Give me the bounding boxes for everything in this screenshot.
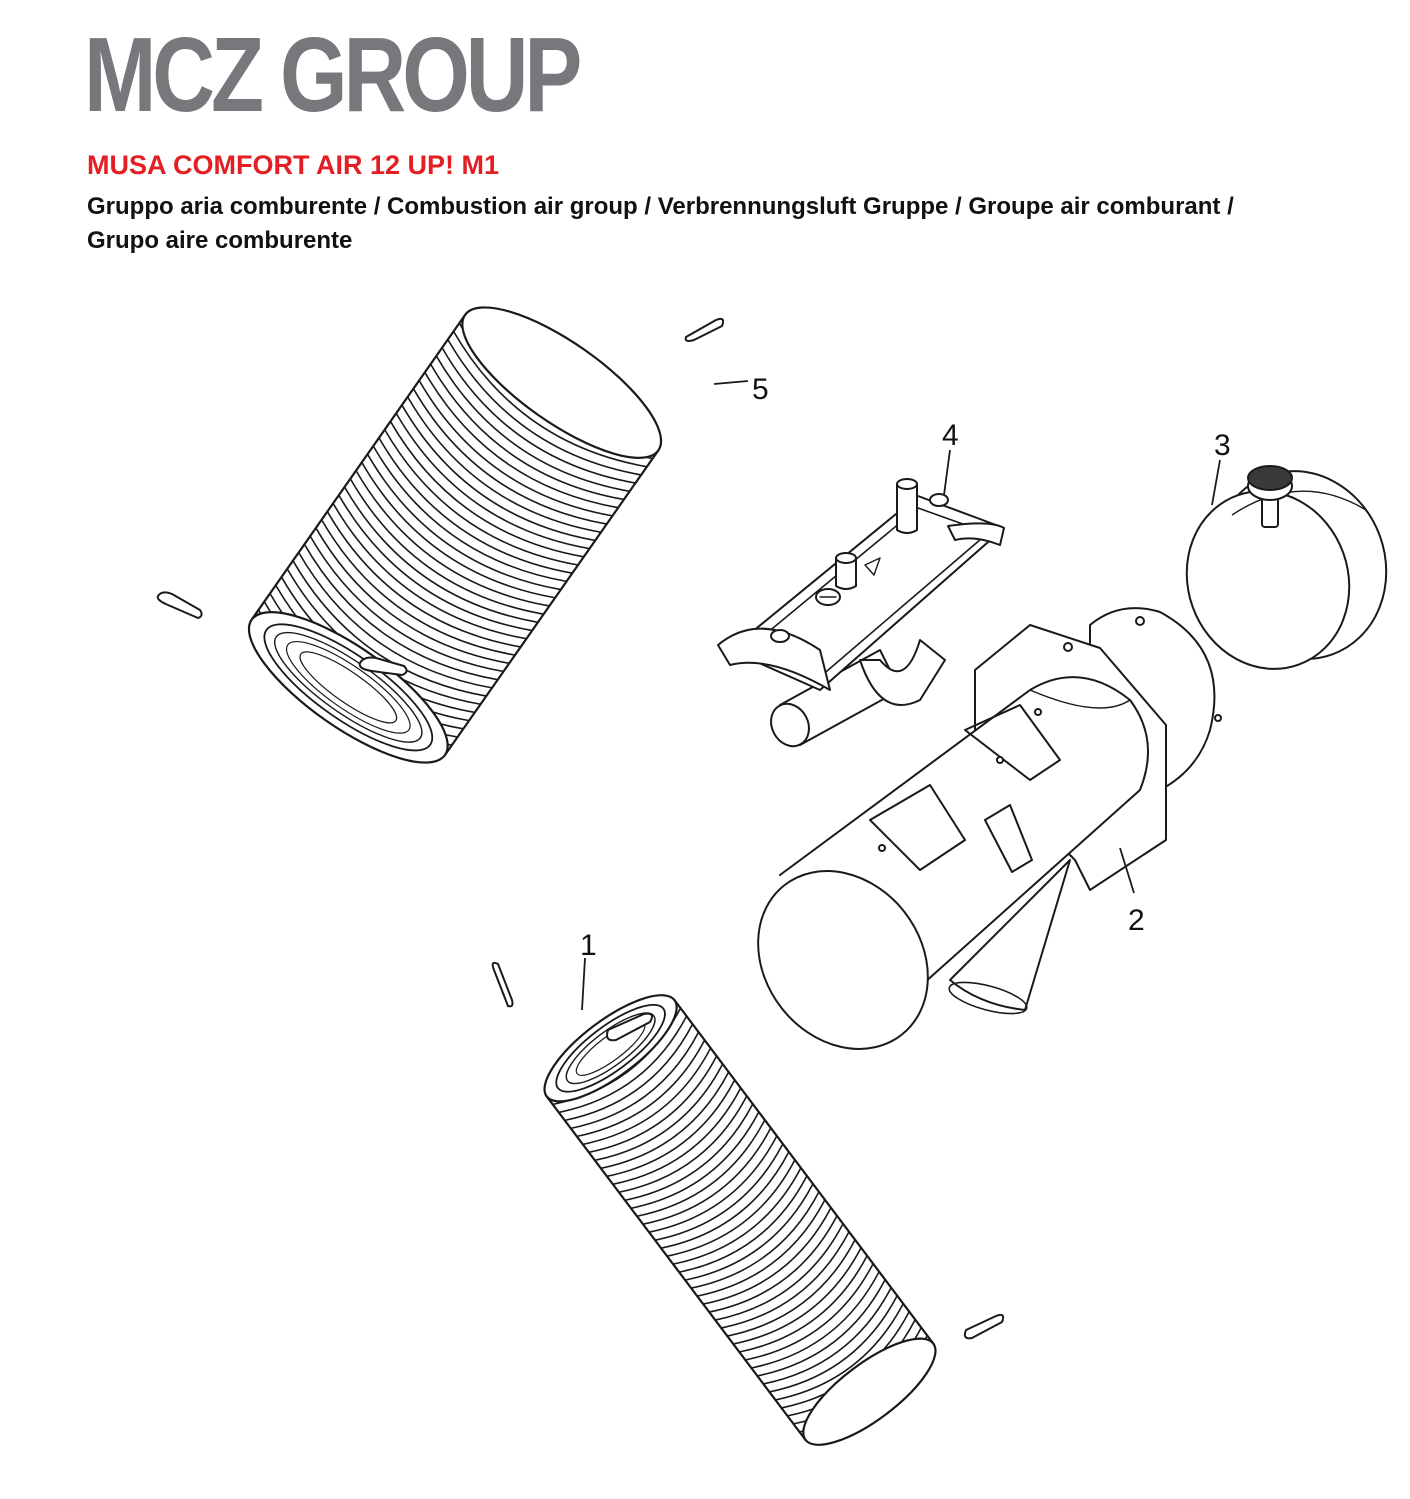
leader-line-3 (1212, 460, 1220, 505)
brand-logo: MCZ GROUP (84, 16, 579, 134)
callout-label-1: 1 (580, 929, 597, 962)
callout-label-3: 3 (1214, 429, 1231, 462)
subtitle-line-1: Gruppo aria comburente / Combustion air group / Verbrennungsluft Gruppe / Groupe air comburant / (87, 193, 1234, 220)
flexible-hose-lower (493, 963, 1003, 1462)
leader-line-5 (714, 381, 748, 384)
callout-label-4: 4 (942, 419, 959, 452)
subtitle-line-2: Grupo aire comburente (87, 227, 353, 254)
leader-line-1 (582, 958, 585, 1010)
flexible-hose-upper (158, 282, 723, 788)
leader-line-4 (944, 450, 950, 495)
support-bracket (718, 479, 1004, 753)
callout-label-5: 5 (752, 373, 769, 406)
callout-label-2: 2 (1128, 904, 1145, 937)
model-title: MUSA COMFORT AIR 12 UP! M1 (87, 150, 500, 180)
